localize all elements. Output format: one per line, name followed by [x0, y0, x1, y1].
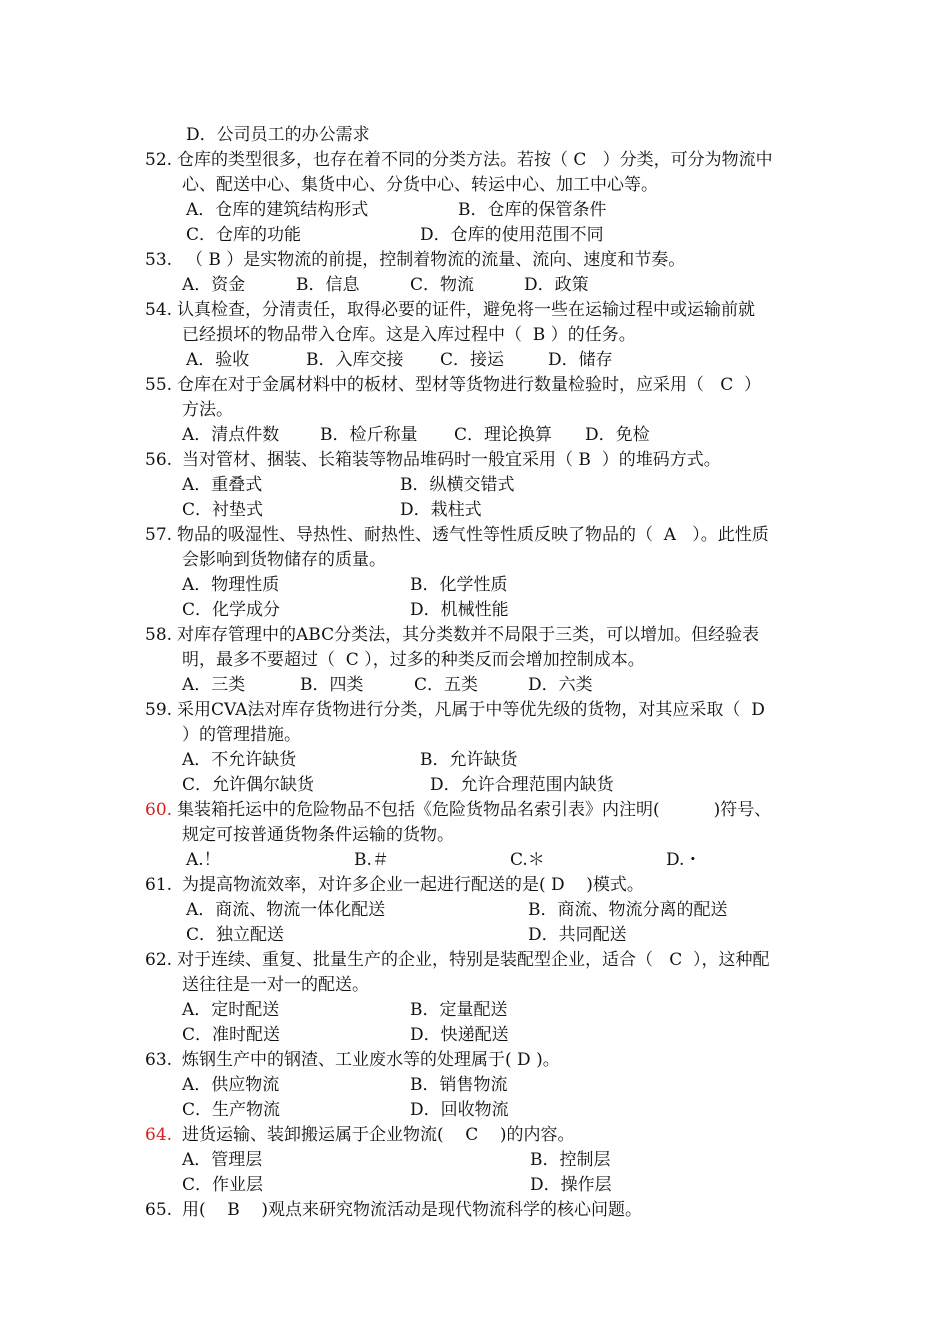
question-text: 规定可按普通货物条件运输的货物。 — [182, 825, 454, 845]
question-number: 58. — [145, 625, 173, 645]
question-text: 会影响到货物储存的质量。 — [182, 550, 386, 570]
option-text: B．销售物流 — [410, 1075, 508, 1095]
option-text: B.＃ — [354, 850, 389, 870]
option-text: C．物流 — [410, 275, 475, 295]
question-number: 60. — [145, 800, 173, 820]
question-text: 当对管材、捆装、长箱装等物品堆码时一般宜采用（ B ）的堆码方式。 — [182, 450, 721, 470]
option-text: D．仓库的使用范围不同 — [420, 225, 604, 245]
question-text: 物品的吸湿性、导热性、耐热性、透气性等性质反映了物品的（ A ）。此性质 — [177, 525, 769, 545]
question-text: 仓库在对于金属材料中的板材、型材等货物进行数量检验时，应采用（ C ） — [177, 375, 762, 395]
question-text: 用( B )观点来研究物流活动是现代物流科学的核心问题。 — [182, 1200, 642, 1220]
option-text: D.・ — [666, 850, 702, 870]
option-text: A．物理性质 — [182, 575, 280, 595]
question-text: （ B ）是实物流的前提，控制着物流的流量、流向、速度和节奏。 — [186, 250, 686, 270]
option-text: D．机械性能 — [410, 600, 509, 620]
question-number: 53. — [145, 250, 173, 270]
option-text: A．仓库的建筑结构形式 — [186, 200, 369, 220]
question-text: 为提高物流效率，对许多企业一起进行配送的是( D )模式。 — [182, 875, 644, 895]
question-text: 炼钢生产中的钢渣、工业废水等的处理属于( D )。 — [182, 1050, 560, 1070]
question-text: 认真检查，分清责任，取得必要的证件，避免将一些在运输过程中或运输前就 — [177, 300, 755, 320]
option-text: D．允许合理范围内缺货 — [430, 775, 614, 795]
option-text: B．信息 — [296, 275, 360, 295]
option-text: B．仓库的保管条件 — [458, 200, 607, 220]
option-text: A．不允许缺货 — [182, 750, 297, 770]
option-text: B．纵横交错式 — [400, 475, 515, 495]
option-text: B．控制层 — [530, 1150, 611, 1170]
option-text: A．验收 — [186, 350, 250, 370]
question-number: 64. — [145, 1125, 173, 1145]
option-text: D．储存 — [548, 350, 613, 370]
option-text: B．允许缺货 — [420, 750, 518, 770]
option-text: A．管理层 — [182, 1150, 263, 1170]
option-text: C．衬垫式 — [182, 500, 264, 520]
option-text: C．仓库的功能 — [186, 225, 302, 245]
question-text: 对于连续、重复、批量生产的企业，特别是装配型企业，适合（ C ），这种配 — [177, 950, 770, 970]
option-text: C．理论换算 — [454, 425, 553, 445]
option-text: C．接运 — [440, 350, 505, 370]
question-number: 65. — [145, 1200, 173, 1220]
option-text: C．准时配送 — [182, 1025, 281, 1045]
option-text: A．三类 — [182, 675, 246, 695]
question-text: 仓库的类型很多，也存在着不同的分类方法。若按（ C ）分类，可分为物流中 — [177, 150, 773, 170]
question-text: ）的管理措施。 — [182, 725, 301, 745]
option-text: C．生产物流 — [182, 1100, 281, 1120]
question-text: 采用CVA法对库存货物进行分类，凡属于中等优先级的货物，对其应采取（ D — [177, 700, 765, 720]
option-text: C．化学成分 — [182, 600, 281, 620]
option-text: D．免检 — [585, 425, 650, 445]
option-text: A．清点件数 — [182, 425, 280, 445]
question-text: 心、配送中心、集货中心、分货中心、转运中心、加工中心等。 — [182, 175, 658, 195]
question-text: 集装箱托运中的危险物品不包括《危险货物品名索引表》内注明( )符号、 — [177, 800, 772, 820]
option-text: D．栽柱式 — [400, 500, 482, 520]
question-number: 62. — [145, 950, 173, 970]
option-text: D．快递配送 — [410, 1025, 509, 1045]
option-text: A．供应物流 — [182, 1075, 280, 1095]
question-number: 59. — [145, 700, 173, 720]
option-text: C．五类 — [414, 675, 479, 695]
option-text: C.＊ — [510, 850, 545, 870]
option-text: A．商流、物流一体化配送 — [186, 900, 386, 920]
question-number: 56. — [145, 450, 173, 470]
option-text: A．资金 — [182, 275, 246, 295]
question-text: 方法。 — [182, 400, 233, 420]
option-text: D．六类 — [528, 675, 593, 695]
question-number: 54. — [145, 300, 173, 320]
option-text: D．共同配送 — [528, 925, 627, 945]
option-text: C．作业层 — [182, 1175, 264, 1195]
question-number: 63. — [145, 1050, 173, 1070]
question-text: 对库存管理中的ABC分类法，其分类数并不局限于三类，可以增加。但经验表 — [177, 625, 760, 645]
option-text: B．化学性质 — [410, 575, 508, 595]
option-text: B．检斤称量 — [320, 425, 418, 445]
question-text: 明，最多不要超过（ C ），过多的种类反而会增加控制成本。 — [182, 650, 645, 670]
question-text: 进货运输、装卸搬运属于企业物流( C )的内容。 — [182, 1125, 575, 1145]
option-text: B．定量配送 — [410, 1000, 508, 1020]
option-text: C．独立配送 — [186, 925, 285, 945]
option-text: A．重叠式 — [182, 475, 263, 495]
option-text: D．公司员工的办公需求 — [186, 125, 370, 145]
option-text: B．商流、物流分离的配送 — [528, 900, 728, 920]
question-text: 送往往是一对一的配送。 — [182, 975, 369, 995]
option-text: D．操作层 — [530, 1175, 612, 1195]
question-number: 52. — [145, 150, 173, 170]
option-text: B．入库交接 — [306, 350, 404, 370]
option-text: B．四类 — [300, 675, 364, 695]
option-text: D．回收物流 — [410, 1100, 509, 1120]
question-number: 55. — [145, 375, 173, 395]
question-number: 61. — [145, 875, 173, 895]
option-text: C．允许偶尔缺货 — [182, 775, 315, 795]
question-number: 57. — [145, 525, 173, 545]
option-text: D．政策 — [524, 275, 589, 295]
question-text: 已经损坏的物品带入仓库。这是入库过程中（ B ）的任务。 — [182, 325, 636, 345]
option-text: A．定时配送 — [182, 1000, 280, 1020]
option-text: A.！ — [186, 850, 221, 870]
